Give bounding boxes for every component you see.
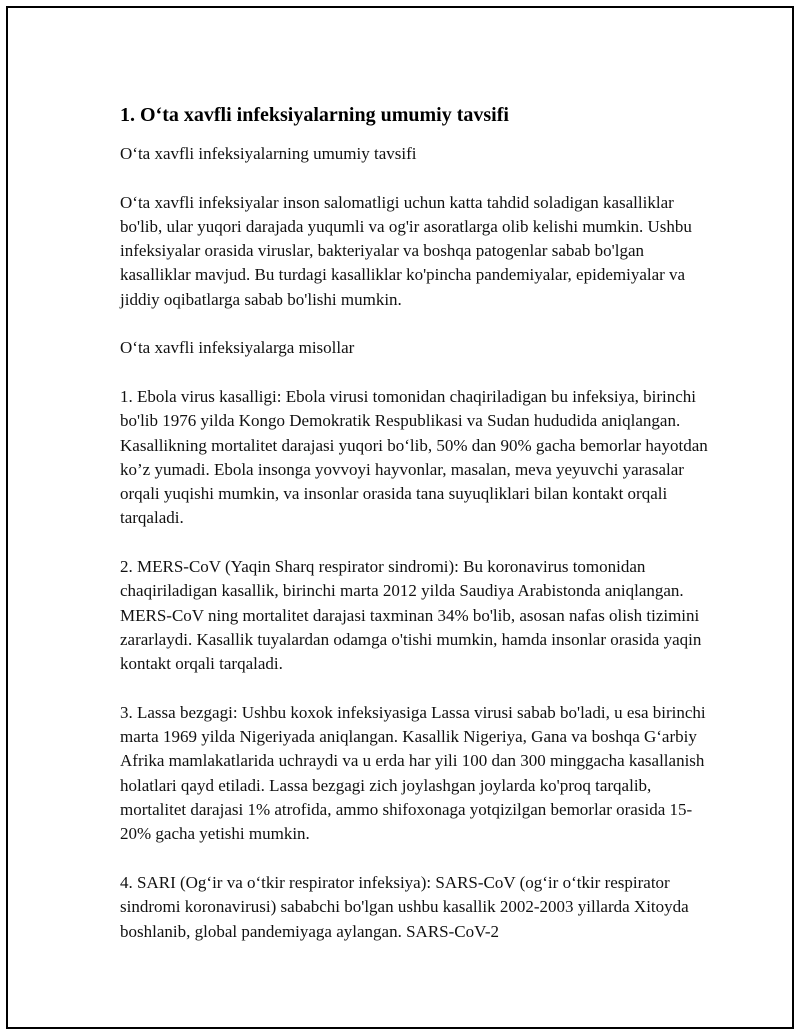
sari-paragraph: 4. SARI (Og‘ir va o‘tkir respirator infeksiya): SARS-CoV (og‘ir o‘tkir respirator sindromi koronavirusi) sababchi bo'lgan ushbu kasallik 2002-2003 yillarda Xitoyda boshlanib, global pandemiyaga aylangan. SARS-CoV-2 [120, 872, 689, 941]
examples-heading: O‘ta xavfli infeksiyalarga misollar [120, 338, 355, 358]
section-subtitle: O‘ta xavfli infeksiyalarning umumiy tavsifi [120, 144, 417, 163]
page-frame [6, 6, 794, 1029]
intro-paragraph: O‘ta xavfli infeksiyalar inson salomatligi uchun katta tahdid soladigan kasalliklar bo'lib, ular yuqori darajada yuqumli va og'ir asoratlarga olib kelishi mumkin. Ushbu infeksiyalar orasida viruslar, bakteriyalar va boshqa patogenlar sabab bo'lgan kasalliklar mavjud. Bu turdagi kasalliklar ko'pincha pandemiyalar, epidemiyalar va jiddiy oqibatlarga sabab bo'lishi mumkin. [120, 192, 692, 309]
lassa-paragraph: 3. Lassa bezgagi: Ushbu koxok infeksiyasiga Lassa virusi sabab bo'ladi, u esa birinchi marta 1969 yilda Nigeriyada aniqlangan. Kasallik Nigeriya, Gana va boshqa G‘arbiy Afrika mamlakatlarida uchraydi va u erda har yili 100 dan 300 minggacha kasallanish holatlari qayd etiladi. Lassa bezgagi zich joylashgan joylarda ko'proq tarqalib, mortalitet darajasi 1% atrofida, ammo shifoxonaga yotqizilgan bemorlar orasida 15-20% gacha yetishi mumkin. [120, 702, 706, 844]
document-title: 1. O‘ta xavfli infeksiyalarning umumiy tavsifi [120, 104, 509, 126]
document-body [120, 102, 710, 968]
mers-paragraph: 2. MERS-CoV (Yaqin Sharq respirator sindromi): Bu koronavirus tomonidan chaqiriladigan kasallik, birinchi marta 2012 yilda Saudiya Arabistonda aniqlangan. MERS-CoV ning mortalitet darajasi taxminan 34% bo'lib, asosan nafas olish tizimini zararlaydi. Kasallik tuyalardan odamga o'tishi mumkin, hamda insonlar orasida yaqin kontakt orqali tarqaladi. [120, 557, 702, 674]
ebola-paragraph: 1. Ebola virus kasalligi: Ebola virusi tomonidan chaqiriladigan bu infeksiya, birinchi bo'lib 1976 yilda Kongo Demokratik Respublikasi va Sudan hududida aniqlangan. Kasallikning mortalitet darajasi yuqori bo‘lib, 50% dan 90% gacha bemorlar hayotdan ko’z yumadi. Ebola insonga yovvoyi hayvonlar, masalan, meva yeyuvchi yarasalar orqali yuqishi mumkin, va insonlar orasida tana suyuqliklari bilan kontakt orqali tarqaladi. [120, 386, 708, 528]
